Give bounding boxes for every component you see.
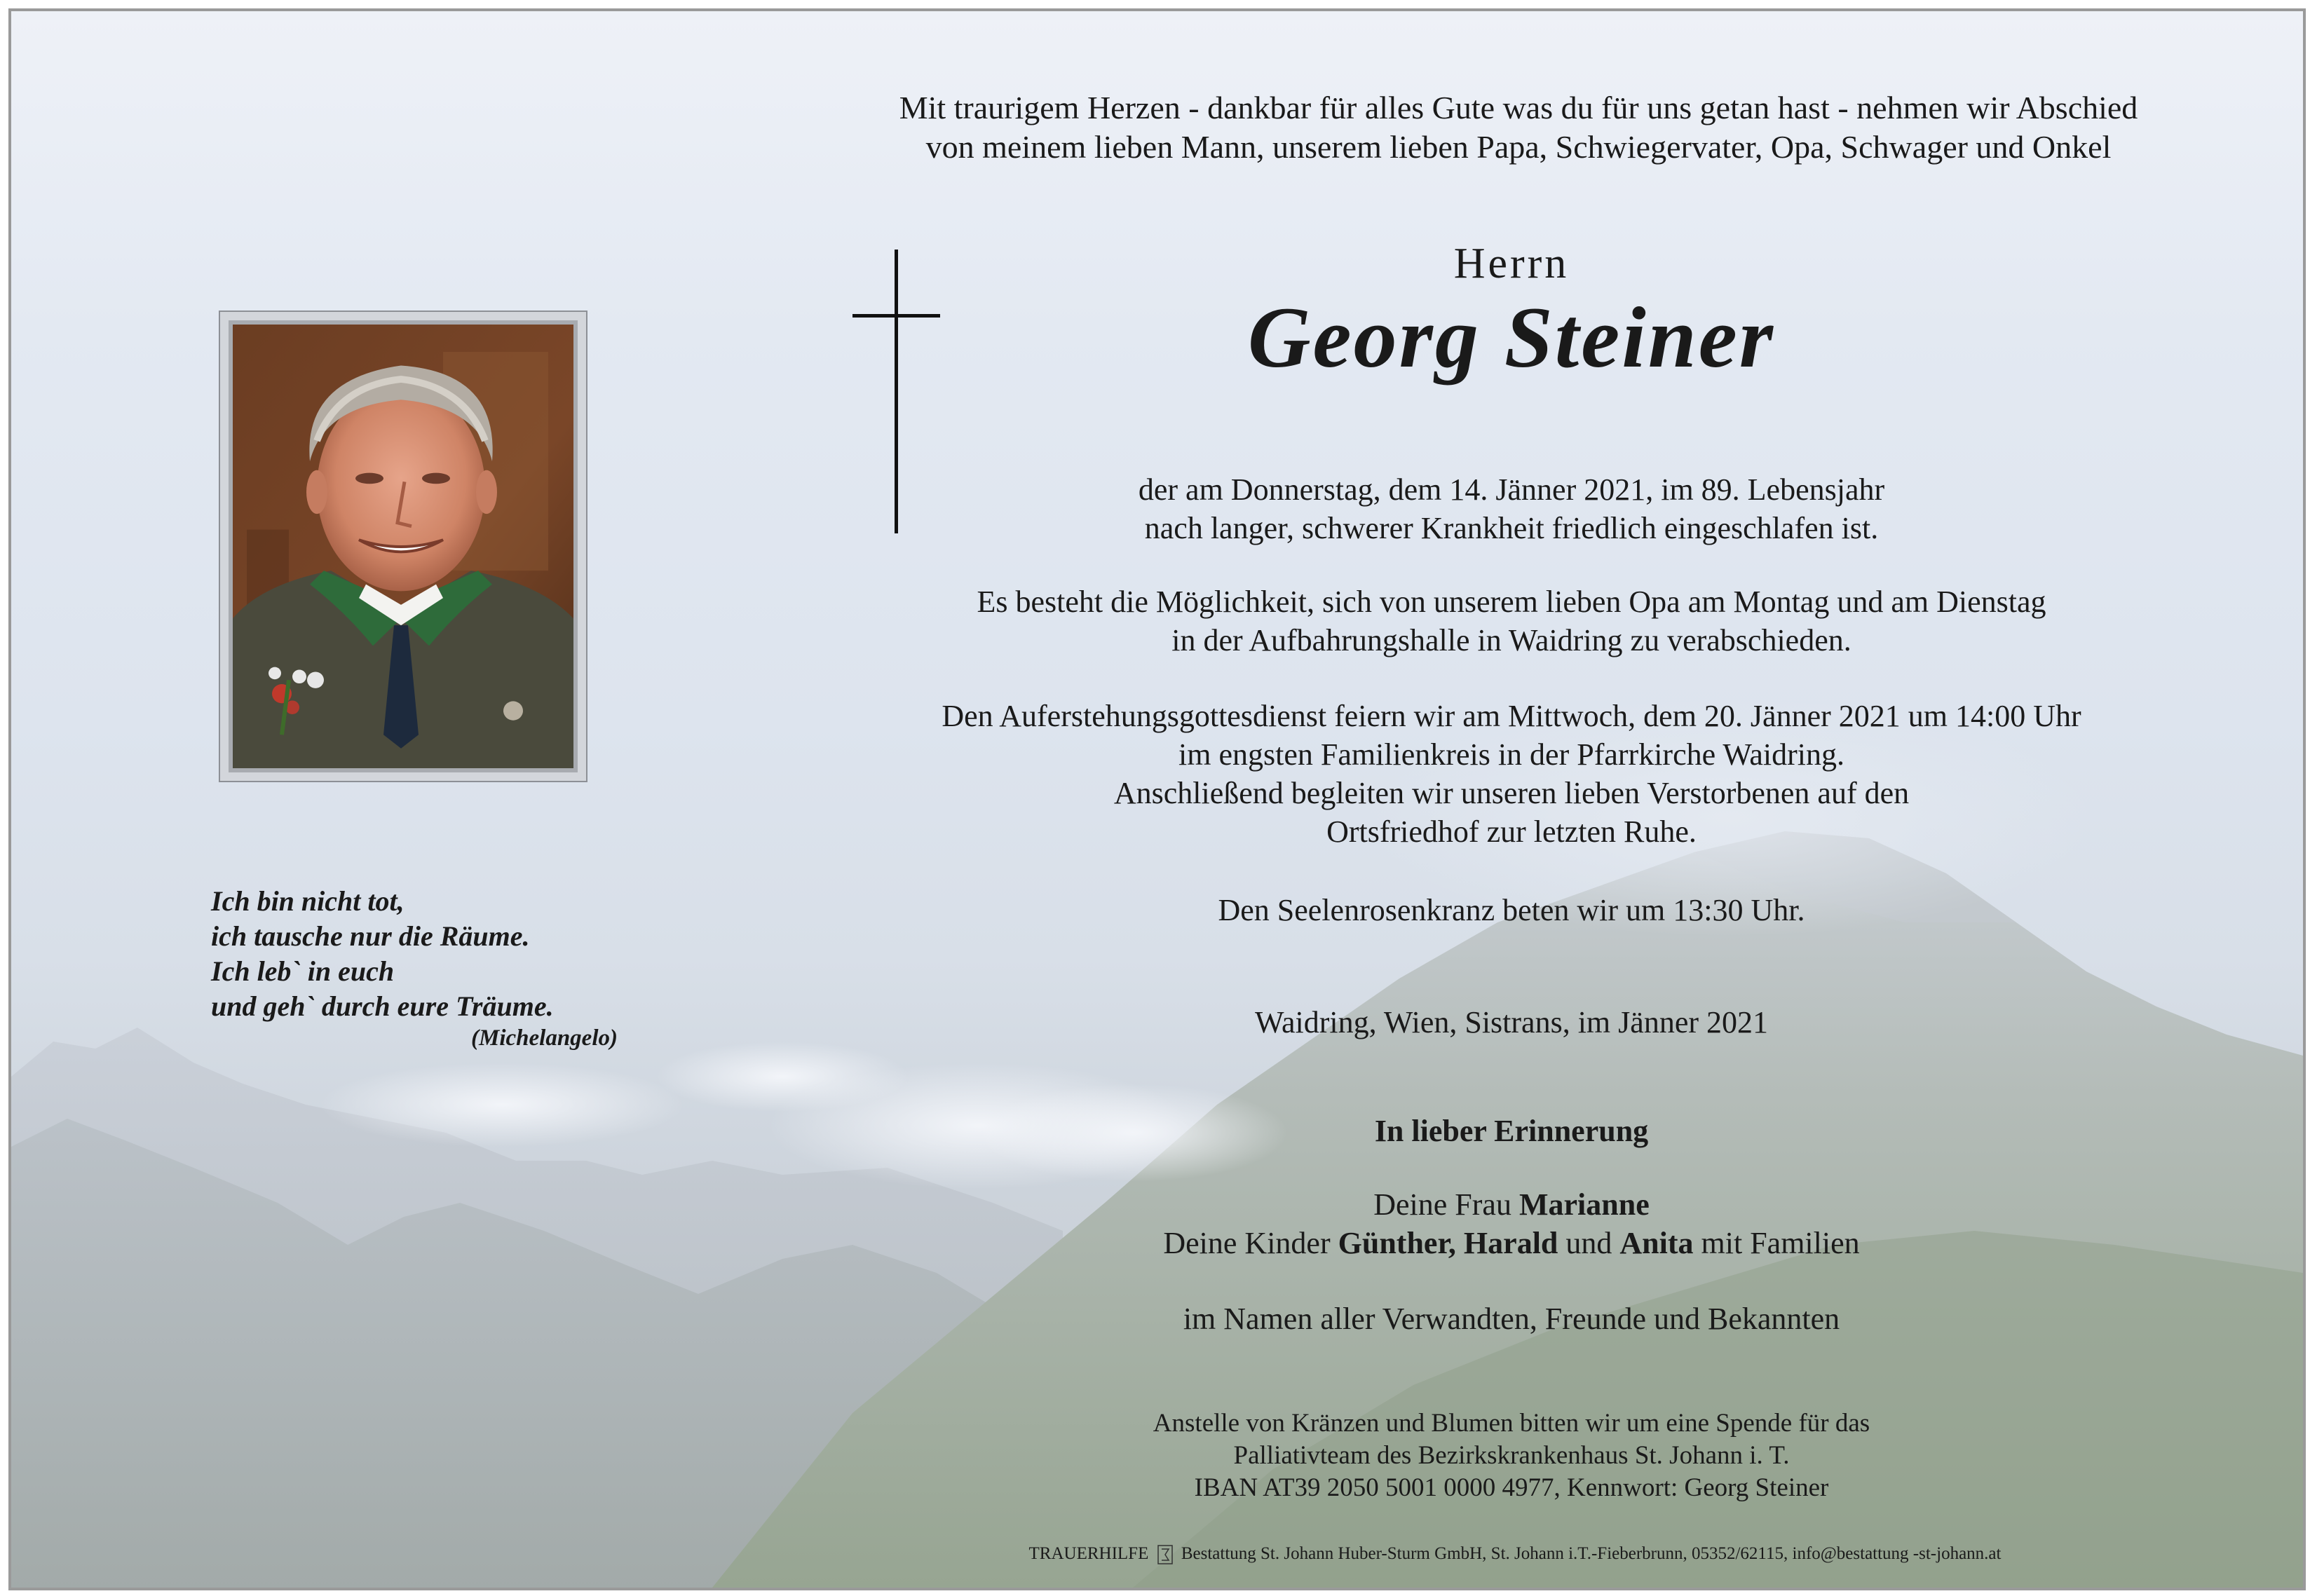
children-suffix: mit Familien xyxy=(1701,1226,1860,1260)
intro-line-1: Mit traurigem Herzen - dankbar für alles Gute was du für uns getan hast - nehmen wir Abschied xyxy=(899,90,2138,125)
viewing-line-2: in der Aufbahrungshalle in Waidring zu verabschieden. xyxy=(1171,623,1851,657)
death-line-2: nach langer, schwerer Krankheit friedlich eingeschlafen ist. xyxy=(1144,511,1879,545)
cross-icon-bar xyxy=(852,314,940,318)
death-line-1: der am Donnerstag, dem 14. Jänner 2021, im 89. Lebensjahr xyxy=(1138,472,1885,507)
wife-prefix: Deine Frau xyxy=(1373,1187,1511,1222)
memory-heading: In lieber Erinnerung xyxy=(1374,1114,1649,1148)
children-prefix: Deine Kinder xyxy=(1163,1226,1331,1260)
children-and: und xyxy=(1565,1226,1612,1260)
children-name-anita: Anita xyxy=(1619,1226,1694,1260)
quote-line-4: und geh` durch eure Träume. xyxy=(211,990,554,1022)
deceased-title: Herrn xyxy=(1453,240,1570,287)
service-line-2: im engsten Familienkreis in der Pfarrkirche Waidring. xyxy=(1178,737,1844,772)
service-line-1: Den Auferstehungsgottesdienst feiern wir am Mittwoch, dem 20. Jänner 2021 um 14:00 Uhr xyxy=(942,699,2081,733)
quote-line-3: Ich leb` in euch xyxy=(211,955,395,987)
service-info xyxy=(740,697,2283,851)
notice-content xyxy=(11,11,2303,1588)
portrait-photo xyxy=(233,325,573,768)
donation-request xyxy=(740,1407,2283,1504)
place-date: Waidring, Wien, Sistrans, im Jänner 2021 xyxy=(1255,1005,1768,1039)
donation-line-3: IBAN AT39 2050 5001 0000 4977, Kennwort: Georg Steiner xyxy=(1194,1473,1829,1502)
portrait-frame xyxy=(219,311,587,782)
footer-text: Bestattung St. Johann Huber-Sturm GmbH, St. Johann i.T.-Fieberbrunn, 05352/62115, info@bestattung -st-johann.at xyxy=(1181,1544,2002,1563)
deceased-name: Georg Steiner xyxy=(1248,289,1775,386)
service-line-4: Ortsfriedhof zur letzten Ruhe. xyxy=(1326,814,1697,849)
footer-brand: TRAUERHILFE xyxy=(1028,1544,1149,1563)
family-children xyxy=(740,1224,2283,1262)
donation-line-1: Anstelle von Kränzen und Blumen bitten wir um eine Spende für das xyxy=(1153,1409,1870,1438)
notice-frame xyxy=(8,8,2306,1590)
children-names: Günther, Harald xyxy=(1338,1226,1558,1260)
viewing-line-1: Es besteht die Möglichkeit, sich von unserem lieben Opa am Montag und am Dienstag xyxy=(977,585,2046,619)
intro-line-2: von meinem lieben Mann, unserem lieben Papa, Schwiegervater, Opa, Schwager und Onkel xyxy=(925,129,2112,165)
quote-line-2: ich tausche nur die Räume. xyxy=(211,920,530,952)
quote-author: (Michelangelo) xyxy=(471,1025,618,1051)
trauerhilfe-logo-icon xyxy=(1157,1545,1173,1564)
rosary-info: Den Seelenrosenkranz beten wir um 13:30 Uhr. xyxy=(1218,893,1805,927)
viewing-info xyxy=(740,582,2283,660)
family-relatives: im Namen aller Verwandten, Freunde und Bekannten xyxy=(1183,1302,1840,1336)
quote-line-1: Ich bin nicht tot, xyxy=(211,885,405,917)
death-announcement xyxy=(740,470,2283,547)
intro-text xyxy=(712,88,2306,167)
family-wife xyxy=(740,1185,2283,1224)
undertaker-footer xyxy=(954,1544,2076,1564)
memorial-quote xyxy=(211,884,618,1052)
donation-line-2: Palliativteam des Bezirkskrankenhaus St. Johann i. T. xyxy=(1233,1441,1790,1470)
wife-name: Marianne xyxy=(1518,1187,1650,1222)
service-line-3: Anschließend begleiten wir unseren lieben Verstorbenen auf den xyxy=(1113,776,1910,810)
